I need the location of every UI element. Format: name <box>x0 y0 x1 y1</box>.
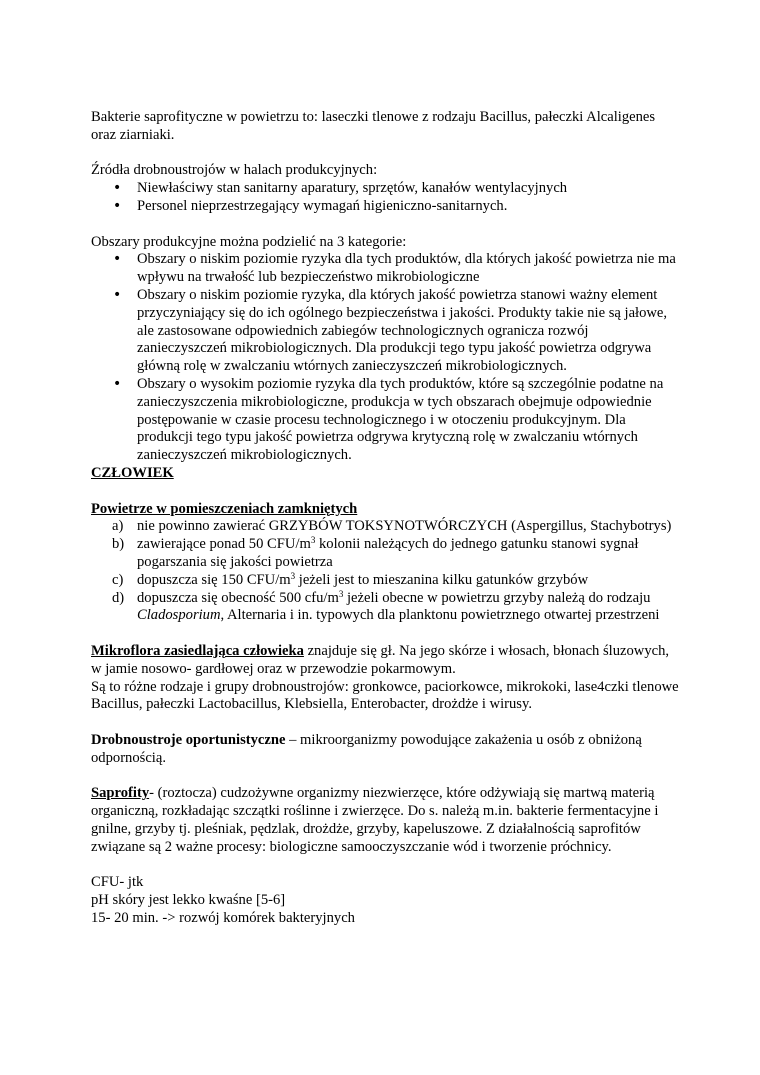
intro-paragraph: Bakterie saprofityczne w powietrzu to: laseczki tlenowe z rodzaju Bacillus, pałeczki Alcaligenes oraz ziarniaki. <box>91 109 656 143</box>
list-item-text-end: , Alternaria i in. typowych dla planktonu powietrznego otwartej przestrzeni <box>220 607 660 624</box>
areas-list <box>91 251 681 465</box>
list-item <box>91 536 681 572</box>
list-marker: b) <box>112 536 125 553</box>
genus-name: Cladosporium <box>137 607 221 624</box>
list-item <box>91 572 681 590</box>
opportunistic-term: Drobnoustroje oportunistyczne <box>91 731 286 748</box>
note-line: CFU- jtk <box>91 874 144 891</box>
list-item-text-cont: jeżeli obecne w powietrzu grzyby należą do rodzaju <box>343 589 651 606</box>
list-item: • Obszary o niskim poziomie ryzyka, dla których jakość powietrza stanowi ważny element przyczyniający się do ich ogólnego bezpieczeństwa i jakości. Produkty takie nie są jałowe, ale zastosowane odpowiednich zabiegów technologicznych ogranicza rozwój zanieczyszczeń mikrobiologicznych. Dla produkcji tego typu jakość powietrza odgrywa główną rolę w zwalczaniu wtórnych zanieczyszczeń mikrobiologicznych. <box>91 287 681 376</box>
list-item: • Personel nieprzestrzegający wymagań higieniczno-sanitarnych. <box>91 198 681 216</box>
superscript: 3 <box>338 588 344 599</box>
superscript: 3 <box>310 535 316 546</box>
microflora-term: Mikroflora zasiedlająca człowieka <box>91 642 304 659</box>
saprophytes-text: - (roztocza) cudzożywne organizmy niezwierzęce, które odżywiają się martwą materią organiczną, rozkładając szczątki roślinne i zwierzęce. Do s. należą m.in. bakterie fermentacyjne i gnilne, grzyby tj. pleśniak, pędzlak, drożdże, grzyby, kapeluszowe. Z działalnością saprofitów związane są 2 ważne procesy: biologiczne samooczyszczanie wód i tworzenie próchnicy. <box>91 785 659 855</box>
note-line: 15- 20 min. -> rozwój komórek bakteryjnych <box>91 909 355 926</box>
microflora-types-paragraph: Są to różne rodzaje i grupy drobnoustrojów: gronkowce, paciorkowce, mikrokoki, lase4czki tlenowe Bacillus, pałeczki Lactobacillus, Klebsiella, Enterobacter, drożdże i wirusy. <box>91 678 679 713</box>
list-item-text-cont: jeżeli jest to mieszanina kilku gatunków grzybów <box>295 571 589 588</box>
note-line: pH skóry jest lekko kwaśne [5-6] <box>91 892 286 909</box>
list-item-text-cont: kolonii należących do jednego gatunku stanowi sygnał pogarszania się jakości powietrza <box>137 536 639 570</box>
list-item-text: dopuszcza się obecność 500 cfu/m <box>137 589 339 606</box>
sources-list <box>91 180 681 216</box>
list-item-text: nie powinno zawierać GRZYBÓW TOKSYNOTWÓRCZYCH (Aspergillus, Stachybotrys) <box>137 518 672 535</box>
areas-heading: Obszary produkcyjne można podzielić na 3 kategorie: <box>91 233 407 250</box>
opportunistic-paragraph <box>91 732 681 768</box>
microflora-paragraph <box>91 643 681 679</box>
opportunistic-text: – mikroorganizmy powodujące zakażenia u osób z obniżoną odpornością. <box>91 731 642 766</box>
microflora-text: znajduje się gł. Na jego skórze i włosach, błonach śluzowych, w jamie nosowo- gardłowej oraz w przewodzie pokarmowym. <box>91 642 670 677</box>
indoor-air-list <box>91 518 681 625</box>
section-title-human <box>91 465 681 483</box>
document-body <box>91 109 681 928</box>
list-item: • Obszary o niskim poziomie ryzyka dla tych produktów, dla których jakość powietrza nie ma wpływu na trwałość lub bezpieczeństwo mikrobiologiczne <box>91 251 681 287</box>
list-marker: a) <box>112 518 124 535</box>
list-item-text: dopuszcza się 150 CFU/m <box>137 571 291 588</box>
list-marker: d) <box>112 589 125 606</box>
list-item <box>91 590 681 626</box>
sources-heading: Źródła drobnoustrojów w halach produkcyjnych: <box>91 162 378 179</box>
superscript: 3 <box>290 570 296 581</box>
list-item-text: zawierające ponad 50 CFU/m <box>137 536 311 553</box>
list-item: • Niewłaściwy stan sanitarny aparatury, sprzętów, kanałów wentylacyjnych <box>91 180 681 198</box>
saprophytes-term: Saprofity <box>91 785 150 802</box>
indoor-air-heading-text: Powietrze w pomieszczeniach zamkniętych <box>91 500 358 517</box>
list-marker: c) <box>112 571 124 588</box>
list-item: • Obszary o wysokim poziomie ryzyka dla tych produktów, które są szczególnie podatne na zanieczyszczenia mikrobiologiczne, produkcja w tych obszarach obejmuje odpowiednie postępowanie w czasie procesu technologicznego i w otoczeniu produkcyjnym. Dla produkcji tego typu jakość powietrza odgrywa krytyczną rolę w zwalczaniu wtórnych zanieczyszczeń mikrobiologicznych. <box>91 376 681 465</box>
section-title-text: CZŁOWIEK <box>91 464 174 481</box>
list-item <box>91 518 681 536</box>
indoor-air-heading <box>91 501 681 519</box>
saprophytes-paragraph <box>91 785 681 856</box>
